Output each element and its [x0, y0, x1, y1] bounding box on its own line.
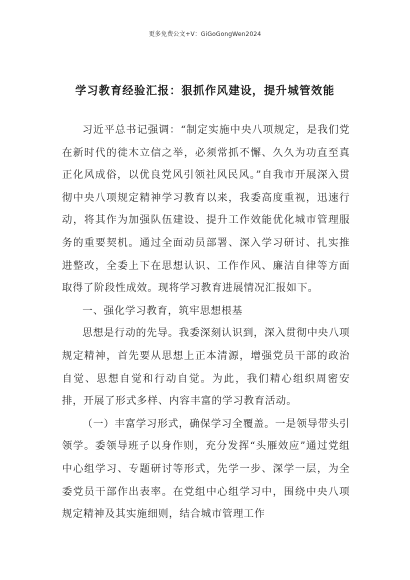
document-body	[62, 120, 350, 527]
body-paragraph: （一）丰富学习形式，确保学习全覆盖。一是领导带头引领学。委领导班子以身作则，充分发挥“头雁效应”通过党组中心组学习、专题研讨等形式，先学一步、深学一层，为全委党员干部作出表率。在党组中心组学习中，围绕中央八项规定精神及其实施细则，结合城市管理工作	[62, 418, 350, 521]
header-note: 更多免费公文+V：GiGoGongWen2024	[148, 31, 262, 38]
document-title: 学习教育经验汇报：狠抓作风建设，提升城管效能	[75, 84, 335, 97]
body-paragraph-intro: 习近平总书记强调：“制定实施中央八项规定，是我们党在新时代的徙木立信之举，必须常抓不懈、久久为功直至真正化风成俗，以优良党风引领社风民风。”自我市开展深入贯彻中央八项规定精神学习教育以来，我委高度重视，迅速行动，将其作为加强队伍建设、提升工作效能优化城市管理服务的重要契机。通过全面动员部署、深入学习研讨、扎实推进整改，全委上下在思想认识、工作作风、廉洁自律等方面取得了阶段性成效。现将学习教育进展情况汇报如下。	[62, 125, 350, 295]
section-heading: 一、强化学习教育，筑牢思想根基	[82, 305, 243, 317]
body-paragraph: 思想是行动的先导。我委深刻认识到，深入贯彻中央八项规定精神，首先要从思想上正本清源，增强党员干部的政治自觉、思想自觉和行动自觉。为此，我们精心组织周密安排，开展了形式多样、内容丰富的学习教育活动。	[62, 328, 350, 408]
